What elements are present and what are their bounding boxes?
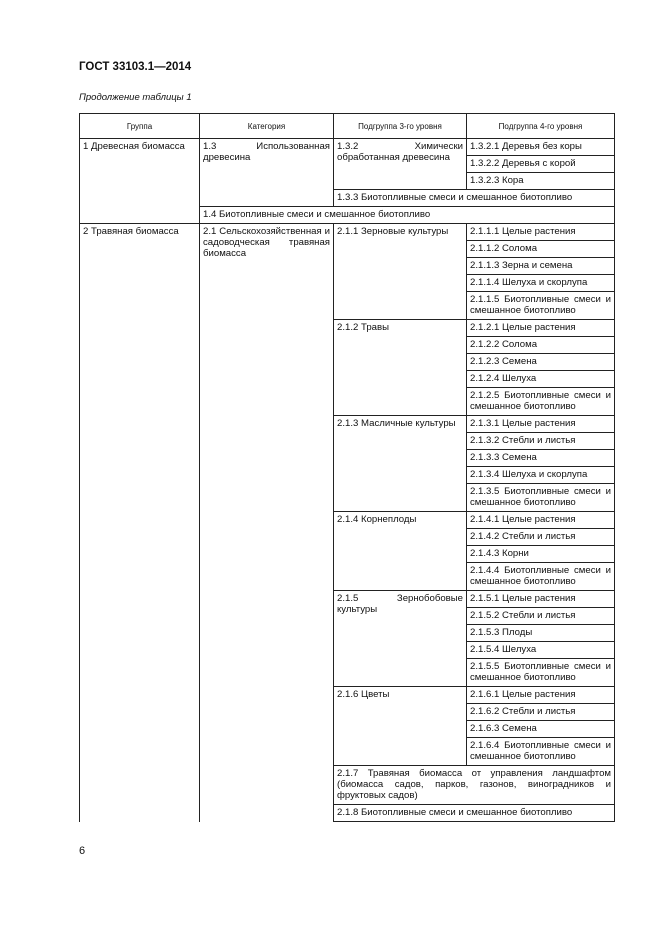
- subgroup4-cell: 2.1.2.3 Семена: [467, 354, 615, 371]
- group-cell: 1 Древесная биомасса: [80, 139, 200, 224]
- table-row: [80, 224, 615, 241]
- subgroup4-cell: 2.1.3.1 Целые растения: [467, 416, 615, 433]
- subgroup4-cell: 2.1.3.5 Биотопливные смеси и смешанное биотопливо: [467, 484, 615, 512]
- table-row: [80, 139, 615, 156]
- subgroup4-cell: 2.1.2.5 Биотопливные смеси и смешанное биотопливо: [467, 388, 615, 416]
- document-header: ГОСТ 33103.1—2014: [79, 61, 192, 73]
- subgroup4-cell: 2.1.6.4 Биотопливные смеси и смешанное биотопливо: [467, 738, 615, 766]
- subgroup4-cell: 2.1.4.2 Стебли и листья: [467, 529, 615, 546]
- category-wide-cell: 1.4 Биотопливные смеси и смешанное биотопливо: [200, 207, 615, 224]
- subgroup4-cell: 2.1.2.1 Целые растения: [467, 320, 615, 337]
- subgroup4-cell: 2.1.6.3 Семена: [467, 721, 615, 738]
- subgroup4-cell: 2.1.1.3 Зерна и семена: [467, 258, 615, 275]
- column-header: Категория: [200, 114, 334, 139]
- subgroup4-cell: 2.1.6.2 Стебли и листья: [467, 704, 615, 721]
- subgroup4-cell: 2.1.5.1 Целые растения: [467, 591, 615, 608]
- column-header: Подгруппа 4-го уровня: [467, 114, 615, 139]
- subgroup3-cell: 2.1.4 Корнеплоды: [334, 512, 467, 591]
- subgroup3-cell: 2.1.6 Цветы: [334, 687, 467, 766]
- subgroup3-cell: 2.1.1 Зерновые культуры: [334, 224, 467, 320]
- subgroup4-cell: 2.1.1.4 Шелуха и скорлупа: [467, 275, 615, 292]
- subgroup3-cell: 2.1.2 Травы: [334, 320, 467, 416]
- category-cell: 1.3 Использованная древесина: [200, 139, 334, 207]
- subgroup4-cell: 2.1.5.4 Шелуха: [467, 642, 615, 659]
- subgroup3-wide-cell: 1.3.3 Биотопливные смеси и смешанное биотопливо: [334, 190, 615, 207]
- subgroup4-cell: 2.1.3.2 Стебли и листья: [467, 433, 615, 450]
- column-header: Группа: [80, 114, 200, 139]
- table-caption: Продолжение таблицы 1: [79, 92, 192, 103]
- subgroup3-wide-cell: 2.1.8 Биотопливные смеси и смешанное биотопливо: [334, 805, 615, 822]
- subgroup4-cell: 2.1.4.4 Биотопливные смеси и смешанное биотопливо: [467, 563, 615, 591]
- subgroup4-cell: 1.3.2.3 Кора: [467, 173, 615, 190]
- subgroup4-cell: 2.1.5.2 Стебли и листья: [467, 608, 615, 625]
- subgroup3-wide-cell: 2.1.7 Травяная биомасса от управления ландшафтом (биомасса садов, парков, газонов, виноградников и фруктовых садов): [334, 766, 615, 805]
- subgroup3-cell: 2.1.3 Масличные культуры: [334, 416, 467, 512]
- subgroup4-cell: 2.1.4.3 Корни: [467, 546, 615, 563]
- subgroup4-cell: 2.1.5.3 Плоды: [467, 625, 615, 642]
- subgroup4-cell: 2.1.6.1 Целые растения: [467, 687, 615, 704]
- table-header-row: [80, 114, 615, 139]
- page-number: 6: [79, 845, 86, 857]
- category-cell: 2.1 Сельскохозяйственная и садоводческая травяная биомасса: [200, 224, 334, 822]
- subgroup3-cell: 2.1.5 Зернобобовые культуры: [334, 591, 467, 687]
- subgroup4-cell: 2.1.1.1 Целые растения: [467, 224, 615, 241]
- biomass-classification-table: [79, 113, 615, 822]
- subgroup4-cell: 2.1.5.5 Биотопливные смеси и смешанное биотопливо: [467, 659, 615, 687]
- subgroup4-cell: 2.1.1.2 Солома: [467, 241, 615, 258]
- subgroup4-cell: 2.1.2.4 Шелуха: [467, 371, 615, 388]
- subgroup4-cell: 2.1.3.4 Шелуха и скорлупа: [467, 467, 615, 484]
- subgroup4-cell: 1.3.2.1 Деревья без коры: [467, 139, 615, 156]
- subgroup4-cell: 2.1.4.1 Целые растения: [467, 512, 615, 529]
- subgroup3-cell: 1.3.2 Химически обработанная древесина: [334, 139, 467, 190]
- subgroup4-cell: 2.1.1.5 Биотопливные смеси и смешанное биотопливо: [467, 292, 615, 320]
- subgroup4-cell: 2.1.2.2 Солома: [467, 337, 615, 354]
- column-header: Подгруппа 3-го уровня: [334, 114, 467, 139]
- group-cell: 2 Травяная биомасса: [80, 224, 200, 822]
- subgroup4-cell: 1.3.2.2 Деревья с корой: [467, 156, 615, 173]
- subgroup4-cell: 2.1.3.3 Семена: [467, 450, 615, 467]
